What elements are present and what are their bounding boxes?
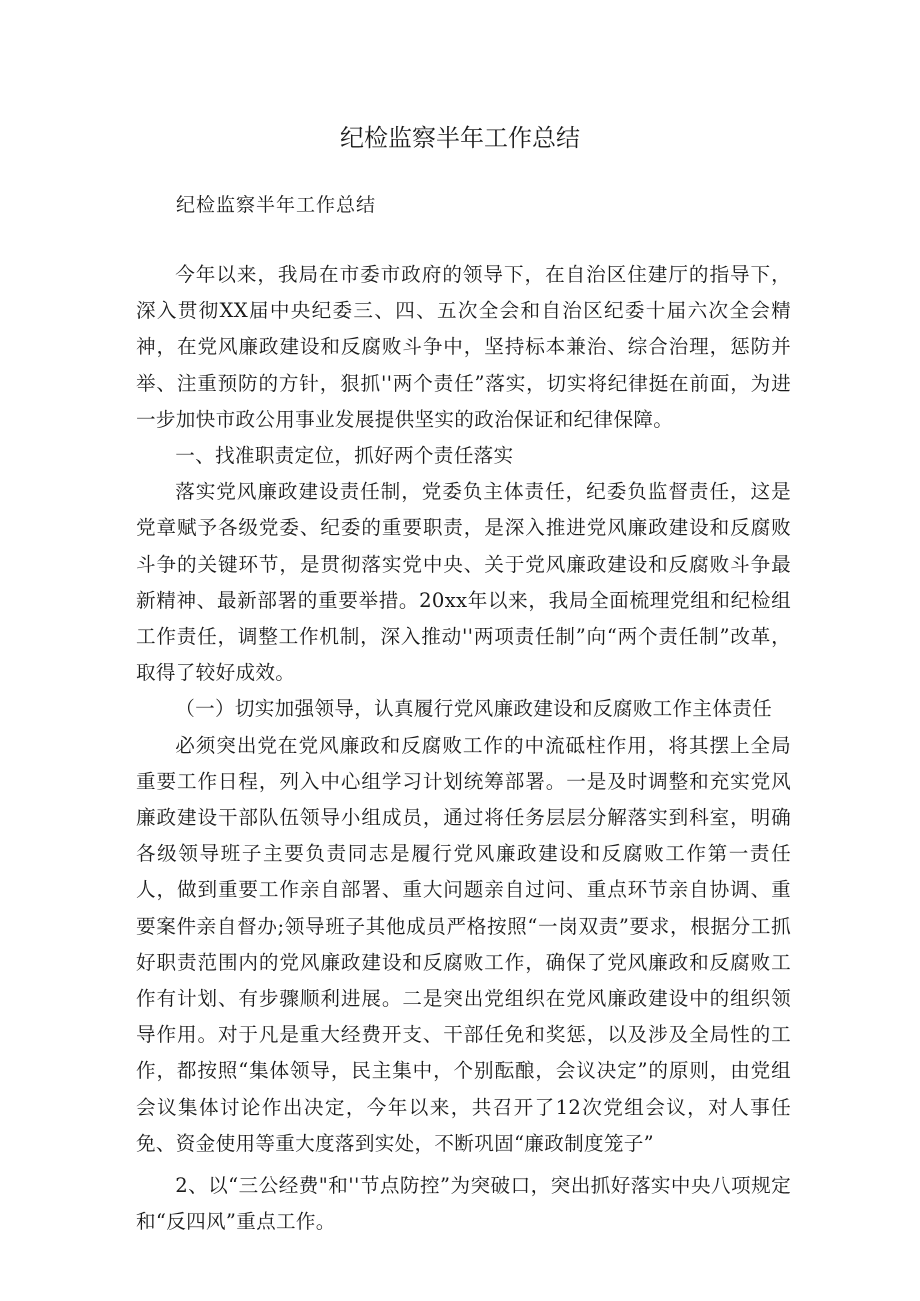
document-subtitle: 纪检监察半年工作总结 [176, 194, 377, 216]
section-heading-1: 一、找准职责定位，抓好两个责任落实 [175, 444, 514, 468]
intro-paragraph: 今年以来，我局在市委市政府的领导下，在自治区住建厅的指导下，深入贯彻XX届中央纪委三、四、五次全会和自治区纪委十届六次全会精神，在党风廉政建设和反腐败斗争中，坚持标本兼治、综合治理，惩防并举、注重预防的方针，狠抓''两个责任”落实，切实将纪律挺在前面，为进一步加快市政公用事业发展提供坚实的政治保证和纪律保障。 [136, 263, 791, 431]
document-body [136, 257, 791, 1240]
point-2-paragraph: 2、以“三公经费"和''节点防控”为突破口，突出抓好落实中央八项规定和“反四风”重点工作。 [136, 1174, 791, 1234]
document-title: 纪检监察半年工作总结 [340, 124, 580, 152]
section-1-paragraph: 落实党风廉政建设责任制，党委负主体责任，纪委负监督责任，这是党章赋予各级党委、纪委的重要职责，是深入推进党风廉政建设和反腐败斗争的关键环节，是贯彻落实党中央、关于党风廉政建设和反腐败斗争最新精神、最新部署的重要举措。20xx年以来，我局全面梳理党组和纪检组工作责任，调整工作机制，深入推动''两项责任制”向“两个责任制”改革，取得了较好成效。 [136, 480, 791, 685]
subsection-heading-1: （一）切实加强领导，认真履行党风廉政建设和反腐败工作主体责任 [175, 697, 772, 721]
subsection-1-paragraph: 必须突出党在党风廉政和反腐败工作的中流砥柱作用，将其摆上全局重要工作日程，列入中心组学习计划统筹部署。一是及时调整和充实党风廉政建设干部队伍领导小组成员，通过将任务层层分解落实到科室，明确各级领导班子主要负责同志是履行党风廉政建设和反腐败工作第一责任人，做到重要工作亲自部署、重大问题亲自过问、重点环节亲自协调、重要案件亲自督办;领导班子其他成员严格按照“一岗双责”要求，根据分工抓好职责范围内的党风廉政建设和反腐败工作，确保了党风廉政和反腐败工作有计划、有步骤顺利进展。二是突出党组织在党风廉政建设中的组织领导作用。对于凡是重大经费开支、干部任免和奖惩，以及涉及全局性的工作，都按照“集体领导，民主集中，个别酝酿，会议决定”的原则，由党组会议集体讨论作出决定，今年以来，共召开了12次党组会议，对人事任免、资金使用等重大度落到实处，不断巩固“廉政制度笼子” [136, 733, 791, 1155]
